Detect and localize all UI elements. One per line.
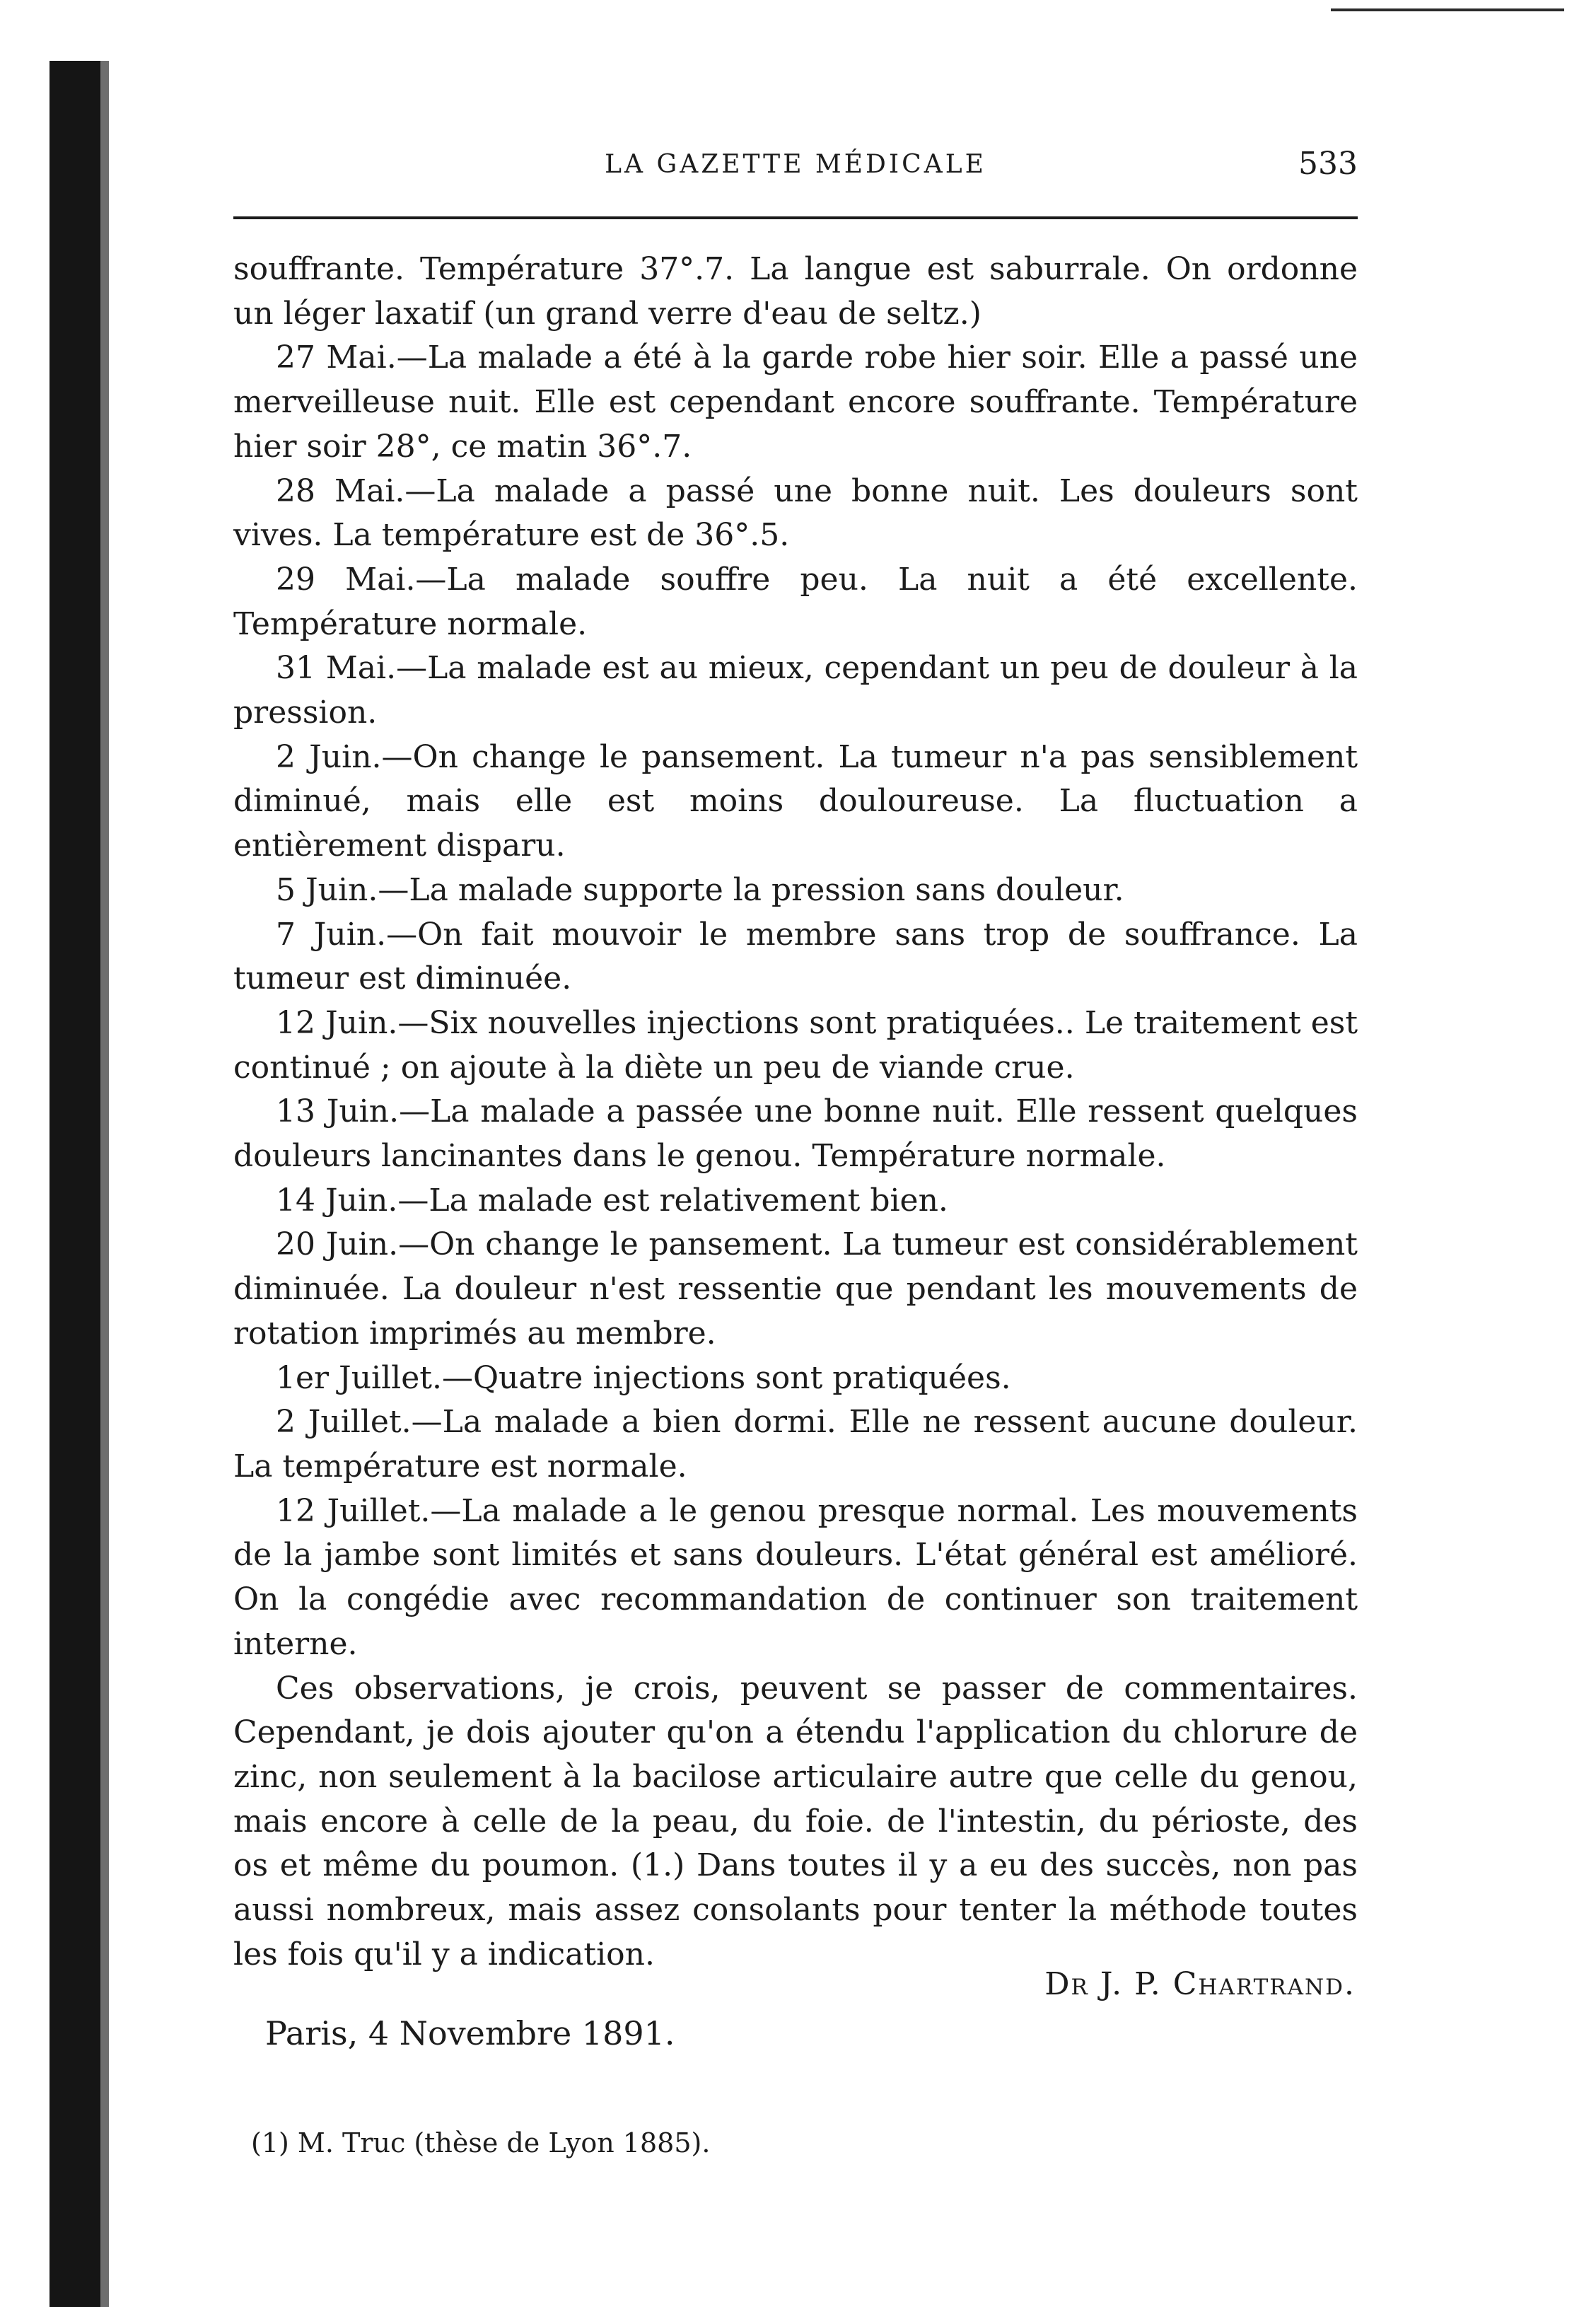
running-header (233, 143, 1358, 192)
entry-12-juillet: 12 Juillet.—La malade a le genou presque normal. Les mouvements de la jambe sont limités et sans douleurs. L'état général est amélioré. On la congédie avec recommandation de continuer son traitement interne. (233, 1492, 1358, 1662)
paragraph-continuation: souffrante. Température 37°.7. La langue est saburrale. On ordonne un léger laxatif (un grand verre d'eau de seltz.) (233, 251, 1358, 332)
entry-12-juin: 12 Juin.—Six nouvelles injections sont pratiquées.. Le traitement est continué ; on ajoute à la diète un peu de viande crue. (233, 1004, 1358, 1086)
entry-2-juillet: 2 Juillet.—La malade a bien dormi. Elle ne ressent aucune douleur. La température est normale. (233, 1404, 1358, 1484)
binding-shadow (100, 61, 109, 2307)
entry-13-juin: 13 Juin.—La malade a passée une bonne nuit. Elle ressent quelques douleurs lancinantes dans le genou. Température normale. (233, 1093, 1358, 1175)
entry-29-mai: 29 Mai.—La malade souffre peu. La nuit a été excellente. Température normale. (233, 561, 1358, 642)
entry-5-juin: 5 Juin.—La malade supporte la pression sans douleur. (276, 871, 1124, 908)
entry-20-juin: 20 Juin.—On change le pansement. La tumeur est considérablement diminuée. La douleur n'est ressentie que pendant les mouvements de rotation imprimés au membre. (233, 1226, 1358, 1352)
conclusion-paragraph: Ces observations, je crois, peuvent se passer de commentaires. Cependant, je dois ajouter qu'on a étendu l'application du chlorure de zinc, non seulement à la bacilose articulaire autre que celle du genou, mais encore à celle de la peau, du foie. de l'intestin, du périoste, des os et même du poumon. (1.) Dans toutes il y a eu des succès, non pas aussi nombreux, mais assez consolants pour tenter la méthode toutes les fois qu'il y a indication. (233, 1670, 1358, 1972)
author-signature: Dr J. P. Chartrand. (1044, 1966, 1356, 2002)
entry-2-juin: 2 Juin.—On change le pansement. La tumeur n'a pas sensiblement diminué, mais elle est moins douloureuse. La fluctuation a entièrement disparu. (233, 738, 1358, 864)
article-body (233, 248, 1358, 1977)
entry-28-mai: 28 Mai.—La malade a passé une bonne nuit. Les douleurs sont vives. La température est de 36°.5. (233, 472, 1358, 554)
entry-1er-juillet: 1er Juillet.—Quatre injections sont pratiquées. (276, 1359, 1011, 1396)
top-edge-rule (1331, 8, 1564, 11)
page-number: 533 (1298, 146, 1358, 182)
journal-title: LA GAZETTE MÉDICALE (605, 150, 986, 179)
entry-7-juin: 7 Juin.—On fait mouvoir le membre sans trop de souffrance. La tumeur est diminuée. (233, 916, 1358, 997)
entry-27-mai: 27 Mai.—La malade a été à la garde robe hier soir. Elle a passé une merveilleuse nuit. Elle est cependant encore souffrante. Température hier soir 28°, ce matin 36°.7. (233, 339, 1358, 465)
entry-14-juin: 14 Juin.—La malade est relativement bien. (276, 1182, 948, 1219)
binding-edge (49, 61, 100, 2307)
footnote: (1) M. Truc (thèse de Lyon 1885). (251, 2127, 711, 2158)
dateline: Paris, 4 Novembre 1891. (265, 2014, 675, 2052)
entry-31-mai: 31 Mai.—La malade est au mieux, cependant un peu de douleur à la pression. (233, 650, 1358, 731)
header-rule (233, 216, 1358, 219)
